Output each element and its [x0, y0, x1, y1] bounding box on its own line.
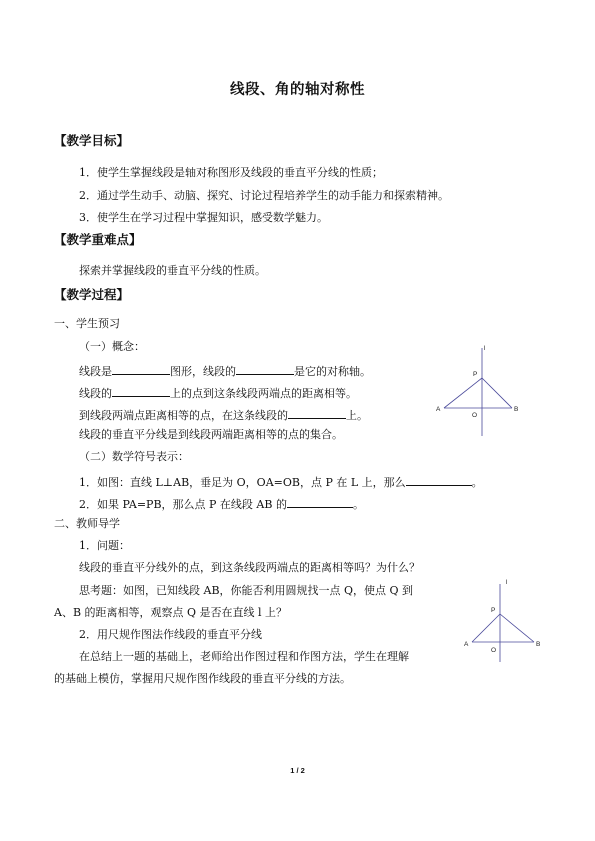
page-title: 线段、角的轴对称性 — [230, 82, 365, 98]
concept-line-3 — [79, 406, 368, 423]
label-l: l — [484, 345, 486, 352]
label-l: l — [506, 579, 508, 586]
concept-text: 图形，线段的 — [170, 365, 236, 378]
concept-heading: （一）概念： — [79, 340, 145, 353]
figure-perpendicular-bisector-1 — [430, 338, 530, 442]
concept-line-4: 线段的垂直平分线是到线段两端距离相等的点的集合。 — [79, 428, 343, 441]
label-p: P — [473, 371, 478, 378]
fill-blank — [236, 362, 294, 375]
concept-text: 到线段两端点距离相等的点，在这条线段的 — [79, 409, 288, 422]
fill-blank — [112, 384, 170, 397]
method-heading: 2．用尺规作图法作线段的垂直平分线 — [79, 628, 262, 641]
question-heading: 1．问题： — [79, 539, 130, 552]
think-question-line-1: 思考题：如图，已知线段 AB，你能否利用圆规找一点 Q，使点 Q 到 — [79, 584, 414, 597]
symbol-heading: （二）数学符号表示： — [79, 450, 189, 463]
label-b: B — [536, 641, 541, 648]
goal-item: 2．通过学生动手、动脑、探究、讨论过程培养学生的动手能力和探索精神。 — [79, 189, 449, 202]
section-goals: 【教学目标】 — [54, 133, 130, 148]
fill-blank — [287, 495, 353, 508]
part1-heading: 一、学生预习 — [54, 317, 120, 330]
label-a: A — [436, 406, 441, 413]
think-question-line-2: A、B 的距离相等，观察点 Q 是否在直线 l 上？ — [54, 606, 288, 619]
figure-perpendicular-bisector-2 — [458, 574, 558, 668]
fill-blank — [288, 406, 346, 419]
concept-text: 上。 — [346, 409, 368, 422]
symbol-text: 。 — [471, 476, 483, 489]
fill-blank — [112, 362, 170, 375]
label-p: P — [491, 607, 496, 614]
part2-heading: 二、教师导学 — [54, 517, 120, 530]
label-a: A — [464, 641, 469, 648]
question-text: 线段的垂直平分线外的点，到这条线段两端点的距离相等吗？为什么？ — [79, 561, 420, 574]
keypoint-text: 探索并掌握线段的垂直平分线的性质。 — [79, 264, 266, 277]
concept-line-1 — [79, 362, 371, 379]
concept-line-2 — [79, 384, 357, 401]
label-b: B — [514, 406, 519, 413]
concept-text: 是它的对称轴。 — [294, 365, 371, 378]
segment-pb — [482, 378, 512, 408]
label-o: O — [472, 412, 478, 419]
symbol-line-1 — [79, 473, 483, 490]
page-number: 1 / 2 — [290, 766, 305, 775]
segment-pb — [500, 614, 534, 642]
concept-text: 上的点到这条线段两端点的距离相等。 — [170, 387, 357, 400]
label-o: O — [491, 647, 497, 654]
section-keypoints: 【教学重难点】 — [54, 232, 142, 247]
section-process: 【教学过程】 — [54, 287, 130, 302]
goal-item: 1．使学生掌握线段是轴对称图形及线段的垂直平分线的性质； — [79, 166, 383, 179]
fill-blank — [406, 473, 472, 486]
concept-text: 线段是 — [79, 365, 112, 378]
goal-item: 3．使学生在学习过程中掌握知识，感受数学魅力。 — [79, 211, 328, 224]
segment-pa — [472, 614, 500, 642]
symbol-line-2 — [79, 495, 364, 512]
segment-pa — [444, 378, 482, 408]
concept-text: 线段的 — [79, 387, 112, 400]
symbol-text: 2．如果 PA=PB，那么点 P 在线段 AB 的 — [79, 498, 287, 511]
method-line-2: 的基础上模仿，掌握用尺规作图作线段的垂直平分线的方法。 — [54, 672, 351, 685]
symbol-text: 1．如图：直线 L⊥AB，垂足为 O，OA=OB，点 P 在 L 上，那么 — [79, 476, 406, 489]
symbol-text: 。 — [352, 498, 364, 511]
method-line-1: 在总结上一题的基础上，老师给出作图过程和作图方法，学生在理解 — [79, 650, 409, 663]
